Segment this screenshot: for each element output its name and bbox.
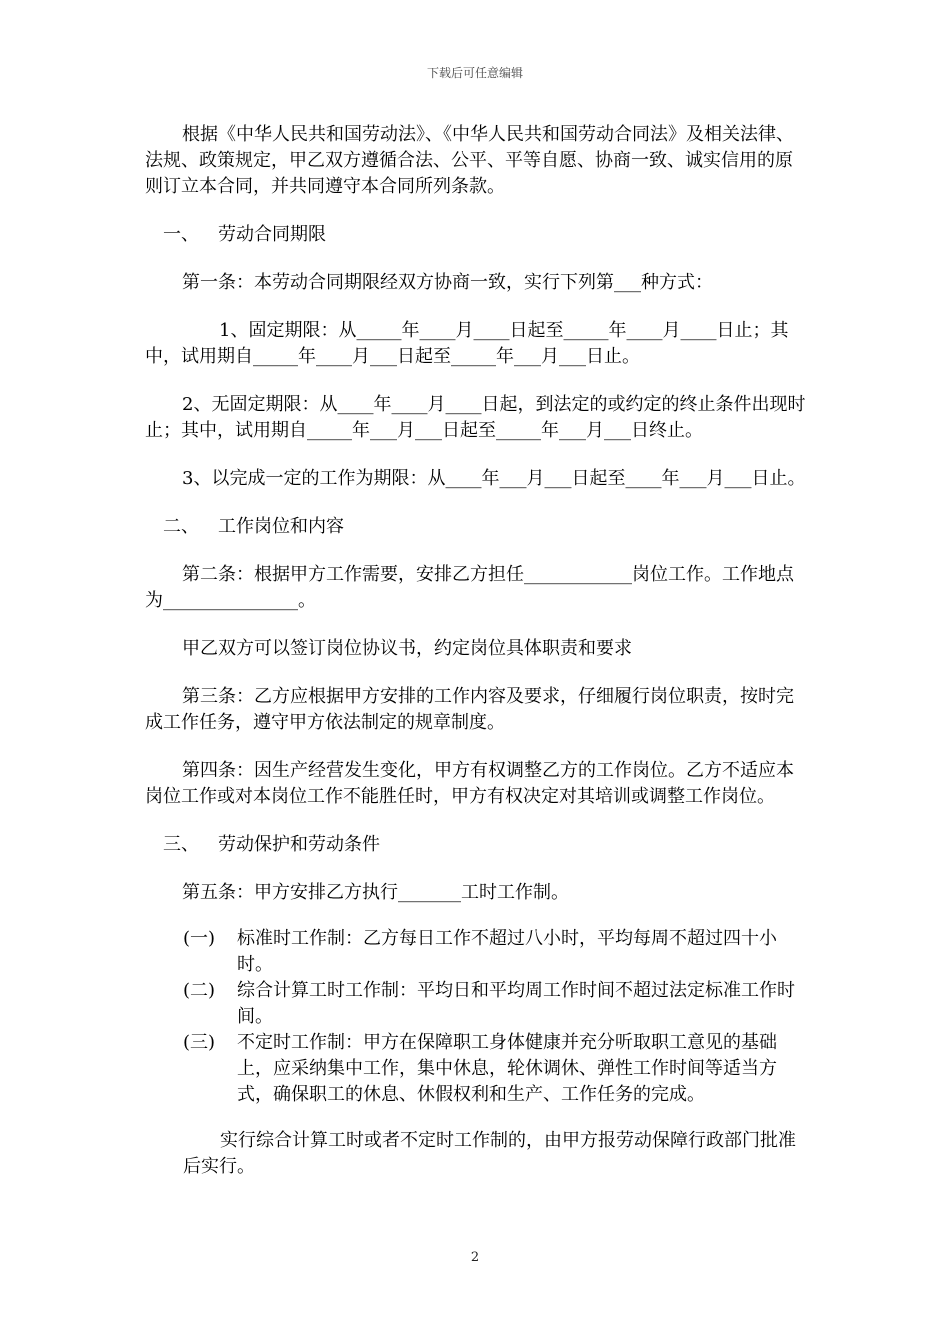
list-item xyxy=(145,978,810,1030)
list-item xyxy=(145,926,810,978)
section-number: 三、 xyxy=(163,834,199,855)
term-option-2: 2、无固定期限：从____年____月____日起，到法定的或约定的终止条件出现时止；其中，试用期自_____年___月___日起至_____年___月___日终止。 xyxy=(145,394,806,441)
page-number: 2 xyxy=(470,1250,480,1265)
list-number: (三) xyxy=(183,1032,216,1053)
section-heading-1 xyxy=(145,222,810,248)
intro-paragraph: 根据《中华人民共和国劳动法》、《中华人民共和国劳动合同法》及相关法律、法规、政策规定，甲乙双方遵循合法、公平、平等自愿、协商一致、诚实信用的原则订立本合同，并共同遵守本合同所列条款。 xyxy=(145,124,794,197)
article-2: 第二条：根据甲方工作需要，安排乙方担任____________岗位工作。工作地点为_______________。 xyxy=(145,564,794,611)
section-heading-3 xyxy=(145,832,810,858)
section-title: 劳动保护和劳动条件 xyxy=(218,834,380,855)
section-title: 劳动合同期限 xyxy=(218,224,326,245)
closing-text: 实行综合计算工时或者不定时工作制的，由甲方报劳动保障行政部门批准后实行。 xyxy=(183,1130,796,1177)
list-text: 标准时工作制：乙方每日工作不超过八小时，平均每周不超过四十小时。 xyxy=(237,928,777,975)
list-number: (一) xyxy=(183,928,216,949)
page-header: 下载后可任意编辑 xyxy=(426,66,523,80)
section-title: 工作岗位和内容 xyxy=(218,516,344,537)
list-item xyxy=(145,1030,810,1108)
article-4: 第四条：因生产经营发生变化，甲方有权调整乙方的工作岗位。乙方不适应本岗位工作或对本岗位工作不能胜任时，甲方有权决定对其培训或调整工作岗位。 xyxy=(145,760,794,807)
document-body xyxy=(145,122,810,1180)
article-3: 第三条：乙方应根据甲方安排的工作内容及要求，仔细履行岗位职责，按时完成工作任务，遵守甲方依法制定的规章制度。 xyxy=(145,686,794,733)
article-2-note: 甲乙双方可以签订岗位协议书，约定岗位具体职责和要求 xyxy=(182,638,632,659)
closing-paragraph xyxy=(145,1128,810,1180)
list-text: 不定时工作制：甲方在保障职工身体健康并充分听取职工意见的基础上，应采纳集中工作，集中休息，轮休调休、弹性工作时间等适当方式，确保职工的休息、休假权利和生产、工作任务的完成。 xyxy=(237,1032,777,1105)
list-number: (二) xyxy=(183,980,216,1001)
term-option-3: 3、以完成一定的工作为期限：从____年___月___日起至____年___月___日止。 xyxy=(182,468,806,489)
article-5: 第五条：甲方安排乙方执行_______工时工作制。 xyxy=(182,882,569,903)
section-number: 二、 xyxy=(163,516,199,537)
list-text: 综合计算工时工作制：平均日和平均周工作时间不超过法定标准工作时间。 xyxy=(237,980,795,1027)
section-heading-2 xyxy=(145,514,810,540)
term-option-1: 1、固定期限：从_____年____月____日起至_____年____月____日止；其中，试用期自_____年____月___日起至_____年___月___日止。 xyxy=(145,320,789,367)
article-1: 第一条：本劳动合同期限经双方协商一致，实行下列第___种方式： xyxy=(182,272,713,293)
section-number: 一、 xyxy=(163,224,199,245)
